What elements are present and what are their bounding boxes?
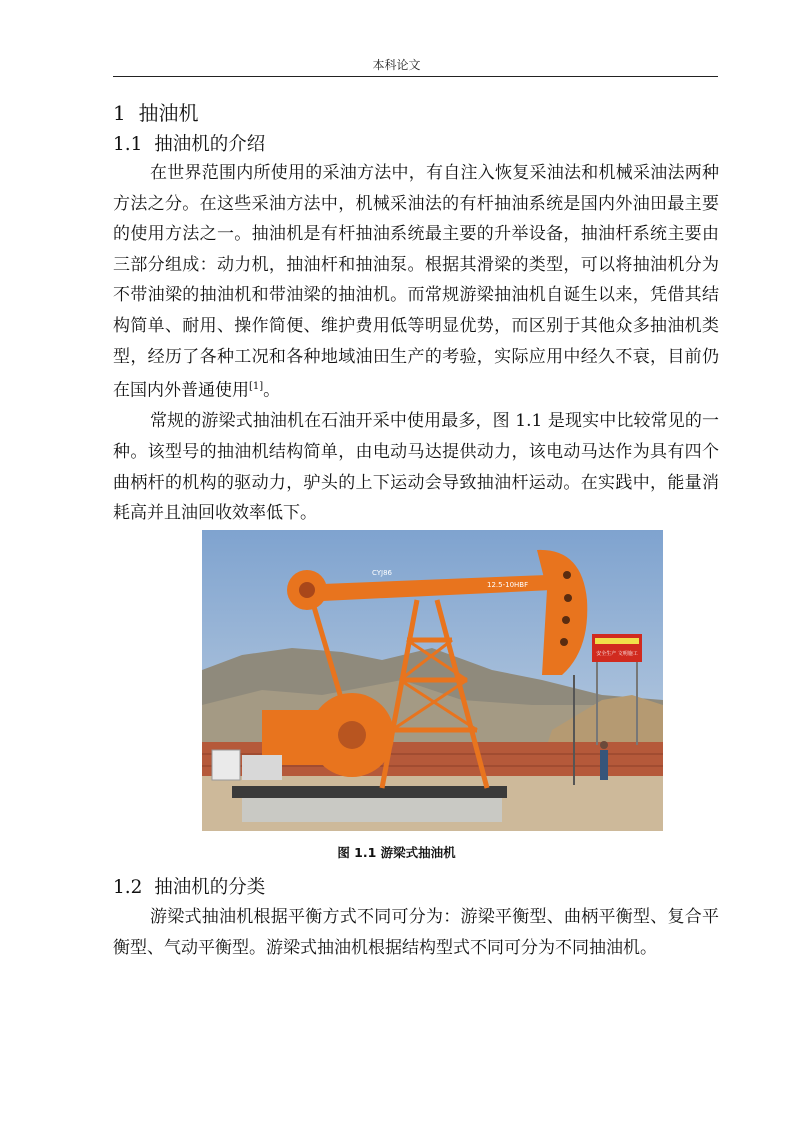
paragraph: 游梁式抽油机根据平衡方式不同可分为：游梁平衡型、曲柄平衡型、复合平衡型、气动平衡型。游梁式抽油机根据结构型式不同可分为不同抽油机。 bbox=[113, 907, 719, 958]
citation: [1] bbox=[249, 381, 264, 393]
section-heading-1-1 bbox=[113, 130, 265, 156]
pumpjack-illustration bbox=[202, 530, 663, 831]
figure-caption: 图 1.1 游梁式抽油机 bbox=[337, 845, 456, 860]
chapter-number: 1 bbox=[113, 101, 126, 125]
section-1-2-body bbox=[113, 902, 719, 963]
sign-text: 安全生产 文明施工 bbox=[596, 651, 638, 657]
paragraph: 常规的游梁式抽油机在石油开采中使用最多，图 1.1 是现实中比较常见的一种。该型号的抽油机结构简单，由电动马达提供动力，该电动马达作为具有四个曲柄杆的机构的驱动力，驴头的上下运动会导致抽油杆运动。在实践中，能量消耗高并且油回收效率低下。 bbox=[113, 411, 719, 524]
paragraph-tail: 。 bbox=[263, 380, 281, 401]
section-title: 抽油机的分类 bbox=[154, 877, 266, 898]
plate-text: 12.5-10HBF bbox=[487, 581, 529, 589]
header-rule bbox=[113, 76, 718, 77]
section-heading-1-2 bbox=[113, 873, 265, 899]
section-1-1-body bbox=[113, 158, 719, 529]
beam-text: CYJ86 bbox=[372, 569, 393, 577]
section-number: 1.2 bbox=[113, 877, 143, 898]
chapter-heading bbox=[113, 97, 198, 126]
paragraph bbox=[113, 158, 719, 406]
chapter-title: 抽油机 bbox=[138, 101, 199, 125]
pumpjack-photo bbox=[202, 530, 663, 831]
page-header: 本科论文 bbox=[372, 58, 421, 72]
section-number: 1.1 bbox=[113, 134, 143, 155]
paragraph-text: 在世界范围内所使用的采油方法中，有自注入恢复采油法和机械采油法两种方法之分。在这些采油方法中，机械采油法的有杆抽油系统是国内外油田最主要的使用方法之一。抽油机是有杆抽油系统最主要的升举设备，抽油杆系统主要由三部分组成：动力机，抽油杆和抽油泵。根据其滑梁的类型，可以将抽油机分为不带油梁的抽油机和带油梁的抽油机。而常规游梁抽油机自诞生以来，凭借其结构简单、耐用、操作简便、维护费用低等明显优势，而区别于其他众多抽油机类型，经历了各种工况和各种地域油田生产的考验，实际应用中经久不衰，目前仍在国内外普通使用 bbox=[113, 163, 719, 401]
section-title: 抽油机的介绍 bbox=[154, 134, 266, 155]
